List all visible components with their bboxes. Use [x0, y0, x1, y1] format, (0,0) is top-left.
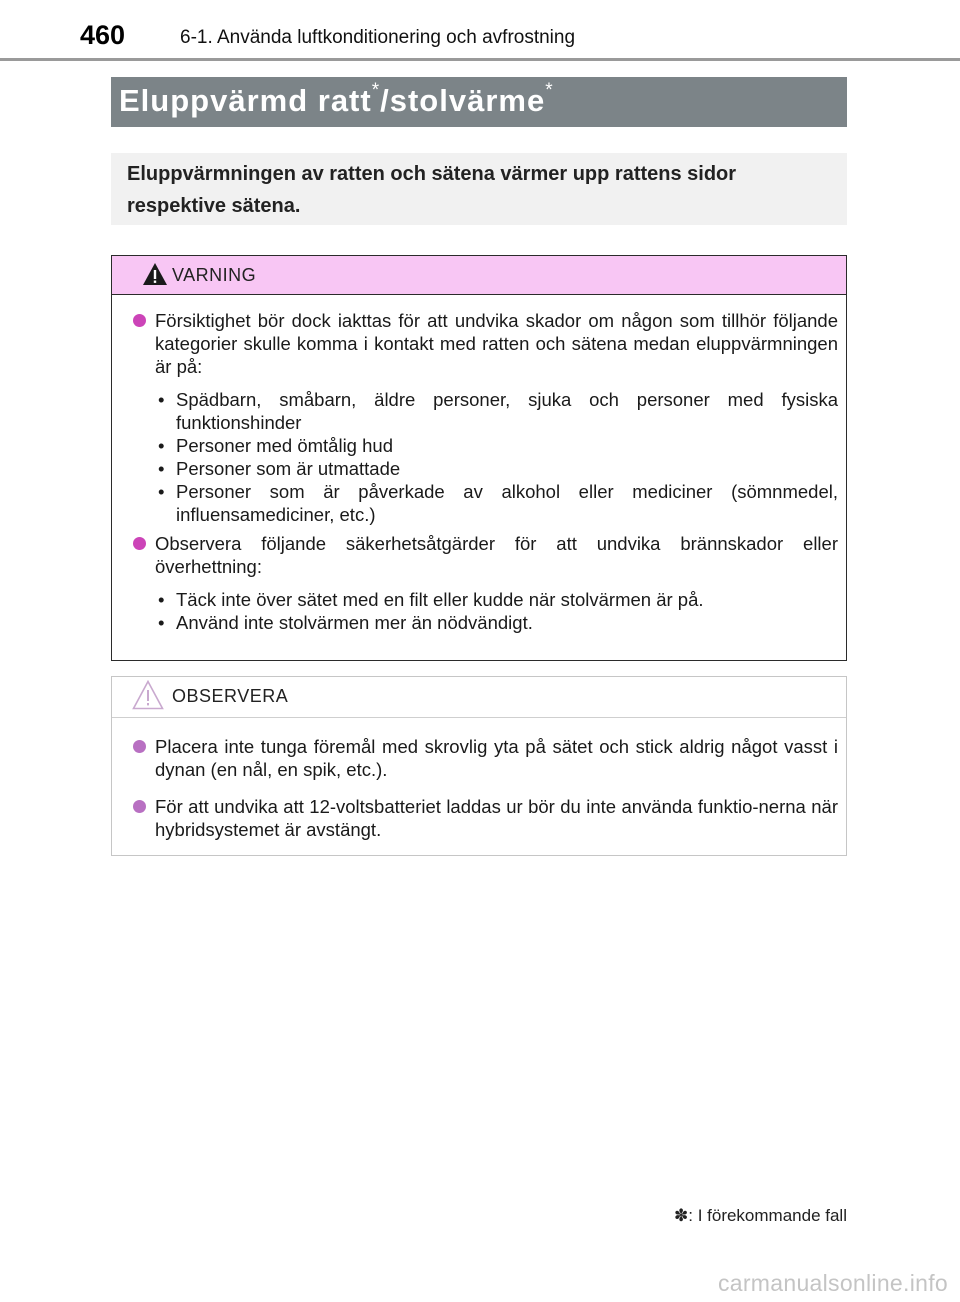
warning-label: VARNING: [172, 265, 257, 285]
footnote-text: : I förekommande fall: [688, 1206, 847, 1225]
warning-sublist: [132, 588, 838, 634]
bullet-dot-icon: [133, 800, 146, 813]
bullet-dot-icon: [133, 314, 146, 327]
section-title: [119, 79, 554, 119]
section-title-mid: /stolvärme: [380, 83, 546, 118]
notice-label: OBSERVERA: [172, 686, 289, 706]
notice-box: [111, 676, 847, 856]
warning-item: [132, 532, 838, 578]
warning-item-text: Observera följande säkerhetsåtgärder för att undvika brännskador eller överhettning:: [155, 533, 838, 577]
warning-header: [112, 256, 846, 295]
notice-item-text: För att undvika att 12-voltsbatteriet laddas ur bör du inte använda funktio-nerna när hybridsystemet är avstängt.: [155, 796, 838, 840]
sub-item: • Personer som är utmattade: [157, 457, 838, 480]
notice-body: [112, 718, 846, 841]
caution-outline-icon: [132, 680, 164, 710]
sub-item: • Spädbarn, småbarn, äldre personer, sjuka och personer med fysiska funktionshinder: [157, 388, 838, 434]
warning-triangle-icon: [142, 262, 168, 286]
notice-header: [112, 677, 846, 718]
page-number: 460: [80, 20, 126, 50]
section-title-bar: [111, 77, 847, 127]
footnote: [674, 1206, 847, 1226]
warning-box: [111, 255, 847, 661]
chapter-title: 6-1. Använda luftkonditionering och avfrostning: [180, 27, 576, 48]
sub-item: • Personer med ömtålig hud: [157, 434, 838, 457]
bullet-dot-icon: [133, 740, 146, 753]
watermark: carmanualsonline.info: [717, 1270, 948, 1296]
footnote-symbol: ✽: [674, 1206, 689, 1225]
sub-item: • Personer som är påverkade av alkohol eller mediciner (sömnmedel, influensamediciner, etc.): [157, 480, 838, 526]
section-title-main: Eluppvärmd ratt: [119, 83, 372, 118]
asterisk-mark: *: [545, 79, 554, 101]
header-rule: [0, 58, 960, 61]
notice-item: [132, 735, 838, 781]
asterisk-mark: *: [371, 79, 381, 101]
notice-item-text: Placera inte tunga föremål med skrovlig yta på sätet och stick aldrig något vasst i dynan (en nål, en spik, etc.).: [155, 736, 838, 780]
warning-sublist: [132, 388, 838, 526]
warning-body: [112, 295, 846, 634]
warning-item: [132, 309, 838, 378]
warning-item-text: Försiktighet bör dock iakttas för att undvika skador om någon som tillhör följande kategorier skulle komma i kontakt med ratten och sätena medan eluppvärmningen är på:: [155, 310, 838, 377]
sub-item: • Täck inte över sätet med en filt eller kudde när stolvärmen är på.: [157, 588, 838, 611]
bullet-dot-icon: [133, 537, 146, 550]
intro-box: Eluppvärmningen av ratten och sätena värmer upp rattens sidor respektive sätena.: [111, 153, 847, 225]
notice-item: [132, 795, 838, 841]
sub-item: • Använd inte stolvärmen mer än nödvändigt.: [157, 611, 838, 634]
